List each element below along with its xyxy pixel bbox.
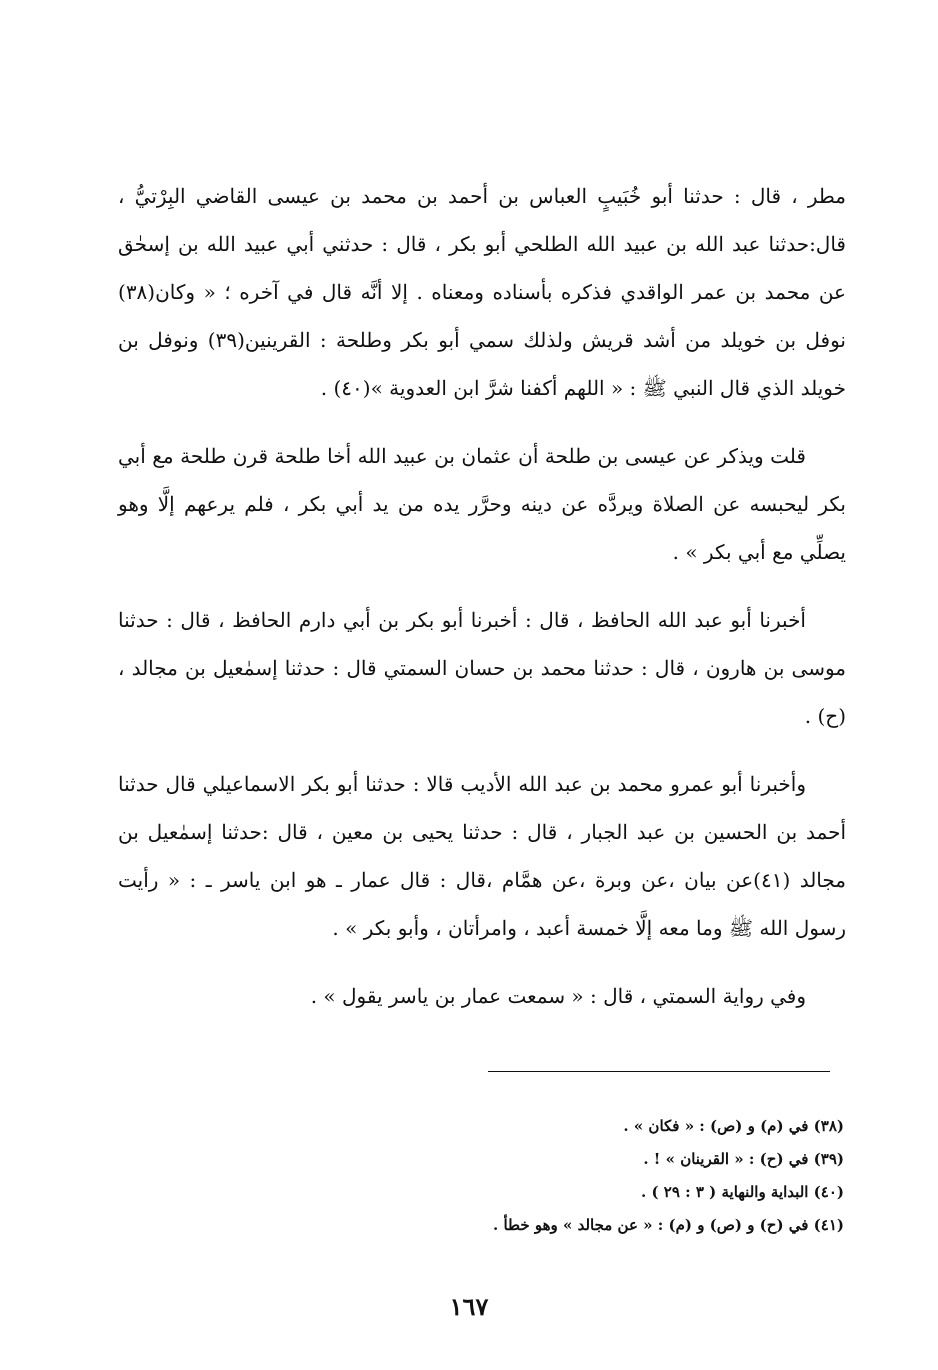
paragraph-2: قلت ويذكر عن عيسى بن طلحة أن عثمان بن عبيد الله أخا طلحة قرن طلحة مع أبي بكر ليحبسه عن الصلاة ويردَّه عن دينه وحرَّر يده من يد أبي بكر ، فلم يرعهم إلَّا وهو يصلِّي مع أبي بكر » . (118, 444, 846, 564)
footnote-38: (٣٨) في (م) و (ص) : « فكان » . (623, 1117, 844, 1135)
page-number: ١٦٧ (449, 1292, 489, 1321)
footnote-39: (٣٩) في (ح) : « القرينان » ! . (643, 1150, 844, 1168)
paragraph-1: مطر ، قال : حدثنا أبو خُبَيبٍ العباس بن أحمد بن محمد بن عيسى القاضي البِرْتيُّ ، قال:حدثنا عبد الله بن عبيد الله الطلحي أبو بكر ، قال : حدثني أبي عبيد الله بن إسحٰق عن محمد بن عمر الواقدي فذكره بأسناده ومعناه . إلا أنَّه قال في آخره ؛ « وكان(٣٨) نوفل بن خويلد من أشد قريش ولذلك سمي أبو بكر وطلحة : القرينين(٣٩) ونوفل بن خويلد الذي قال النبي ﷺ : « اللهم أكفنا شرَّ ابن العدوية »(٤٠) . (118, 184, 846, 400)
footnote-41: (٤١) في (ح) و (ص) و (م) : « عن مجالد » وهو خطأ . (493, 1216, 844, 1234)
footnote-separator (488, 1071, 830, 1072)
paragraph-3: أخبرنا أبو عبد الله الحافظ ، قال : أخبرنا أبو بكر بن أبي دارم الحافظ ، قال : حدثنا موسى بن هارون ، قال : حدثنا محمد بن حسان السمتي قال : حدثنا إسمٰعيل بن مجالد ، (ح) . (118, 608, 846, 728)
paragraph-5: وفي رواية السمتي ، قال : « سمعت عمار بن ياسر يقول » . (310, 984, 806, 1008)
footnote-40: (٤٠) البداية والنهاية ( ٣ : ٢٩ ) . (641, 1183, 844, 1201)
footnotes (124, 1110, 844, 1242)
paragraph-4: وأخبرنا أبو عمرو محمد بن عبد الله الأديب قالا : حدثنا أبو بكر الاسماعيلي قال حدثنا أحمد بن الحسين بن عبد الجبار ، قال : حدثنا يحيى بن معين ، قال :حدثنا إسمٰعيل بن مجالد (٤١)عن بيان ،عن وبرة ،عن همَّام ،قال : قال عمار ـ هو ابن ياسر ـ : « رأيت رسول الله ﷺ وما معه إلَّا خمسة أعبد ، وامرأتان ، وأبو بكر » . (118, 772, 847, 940)
main-text (118, 172, 846, 1020)
